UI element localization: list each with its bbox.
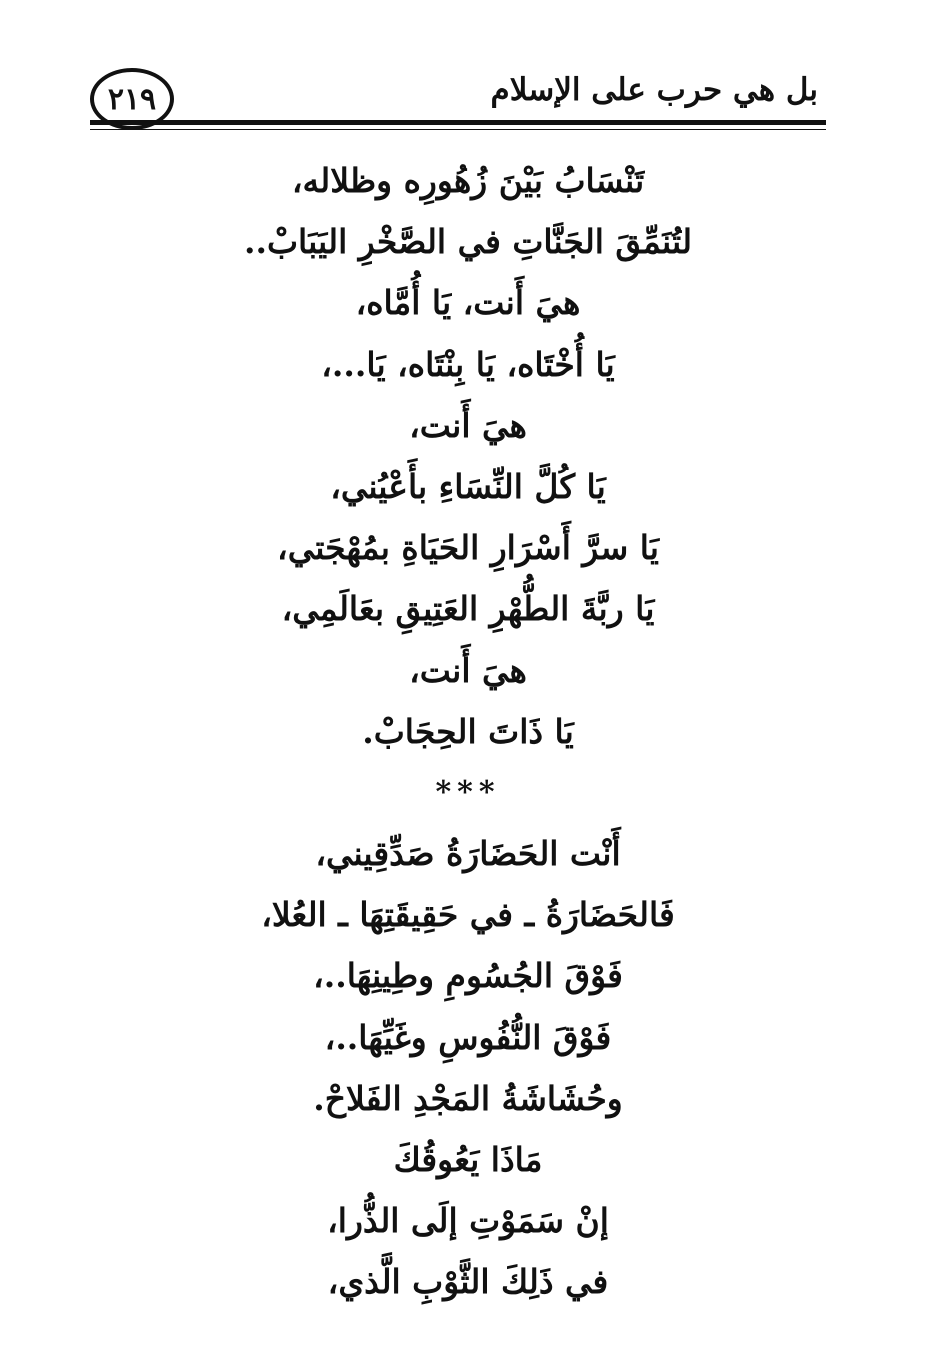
running-header-title: بل هي حرب على الإسلام bbox=[490, 72, 818, 108]
poem-line: فَالحَضَارَةُ ـ في حَقِيقَتِهَا ـ العُلا، bbox=[261, 895, 675, 935]
page-number: ٢١٩ bbox=[107, 81, 157, 117]
poem-line: هيَ أَنت، bbox=[409, 650, 527, 690]
poem-line: لتُنَمِّقَ الجَنَّاتِ في الصَّخْرِ اليَبَابْ.. bbox=[244, 222, 692, 262]
poem-line: يَا كُلَّ النِّسَاءِ بأَعْيُني، bbox=[330, 466, 606, 506]
poem-line: يَا سرَّ أَسْرَارِ الحَيَاةِ بمُهْجَتي، bbox=[277, 528, 659, 568]
poem-line: في ذَلِكَ الثَّوْبِ الَّذي، bbox=[327, 1262, 609, 1302]
poem-line: هيَ أَنت، يَا أُمَّاه، bbox=[355, 283, 581, 323]
poem-line: مَاذَا يَعُوقُكَ bbox=[393, 1140, 543, 1179]
stanza-separator: *** bbox=[435, 774, 501, 810]
poem-line: يَا ربَّةَ الطُّهْرِ العَتِيقِ بعَالَمِي، bbox=[281, 589, 655, 629]
poem-line: يَا أُخْتَاه، يَا بِنْتَاه، يَا...، bbox=[321, 344, 615, 384]
header-rule-thin bbox=[90, 129, 826, 130]
header-rule bbox=[90, 120, 826, 125]
poem-line: أَنْت الحَضَارَةُ صَدِّقِيني، bbox=[315, 834, 621, 874]
poem-line: يَا ذَاتَ الحِجَابْ. bbox=[362, 711, 574, 751]
poem-line: إنْ سَمَوْتِ إلَى الذُّرا، bbox=[327, 1201, 609, 1241]
poem-line: وحُشَاشَةُ المَجْدِ الفَلاحْ. bbox=[313, 1078, 623, 1118]
poem-line: فَوْقَ النُّفُوسِ وغَيِّهَا..، bbox=[324, 1017, 612, 1057]
poem-body bbox=[120, 150, 816, 1313]
poem-line: هيَ أَنت، bbox=[409, 405, 527, 445]
poem-line: فَوْقَ الجُسُومِ وطِينِهَا..، bbox=[313, 956, 623, 996]
poem-line: تَنْسَابُ بَيْنَ زُهُورِه وظلاله، bbox=[291, 161, 645, 200]
